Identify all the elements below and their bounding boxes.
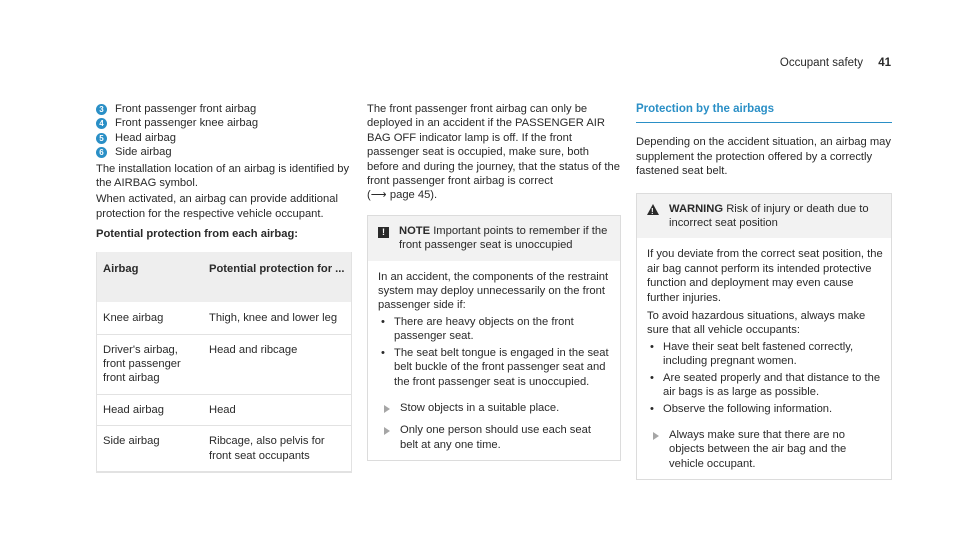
exclamation-icon: ! <box>378 227 389 238</box>
callout-text: Front passenger knee airbag <box>115 117 259 130</box>
warning-intro: If you deviate from the correct seat position, the air bag cannot perform its intended protective function and deployment may even cause further injuries. <box>647 248 883 304</box>
table-cell: Thigh, knee and lower leg <box>203 303 351 334</box>
warning-title-block <box>669 202 881 231</box>
warning-label: WARNING <box>669 202 724 215</box>
note-title-block <box>399 224 610 253</box>
paragraph-installation: The installation location of an airbag is identified by the AIRBAG symbol. <box>96 162 350 190</box>
paragraph-passenger-airbag <box>367 102 621 203</box>
warning-box <box>636 193 892 481</box>
note-bullet-list <box>378 315 612 389</box>
table-header-row <box>97 252 351 303</box>
page-number: 41 <box>878 57 891 69</box>
page-header <box>780 56 891 70</box>
action-text: Always make sure that there are no objects between the air bag and the vehicle occupant. <box>669 428 847 470</box>
protection-table <box>97 252 351 472</box>
column-left <box>96 102 352 473</box>
callout-text: Head airbag <box>115 131 176 144</box>
callout-number-badge: 4 <box>96 118 107 129</box>
table-cell: Head airbag <box>97 394 203 425</box>
note-body <box>368 261 620 460</box>
note-label: NOTE <box>399 224 431 237</box>
table-row <box>97 426 351 472</box>
note-box <box>367 215 621 461</box>
arrow-right-icon <box>384 427 390 435</box>
callout-item <box>96 131 352 145</box>
note-intro: In an accident, the components of the restraint system may deploy unnecessarily on the front passenger side if: <box>378 270 609 312</box>
list-item: • Are seated properly and that distance to the air bags is as large as possible. <box>647 371 883 400</box>
section-heading: Protection by the airbags <box>636 102 892 123</box>
warning-triangle-icon: ! <box>647 204 659 215</box>
callout-number-badge: 5 <box>96 133 107 144</box>
warning-body <box>637 238 891 479</box>
callout-number-badge: 3 <box>96 104 107 115</box>
table-header-airbag: Airbag <box>97 252 203 303</box>
warning-header <box>637 194 891 239</box>
table-cell: Driver's airbag, front passenger front airbag <box>97 334 203 394</box>
callout-text: Side airbag <box>115 146 172 159</box>
action-step <box>647 428 883 471</box>
action-step <box>378 401 612 415</box>
action-text: Stow objects in a suitable place. <box>400 401 560 414</box>
callout-item <box>96 116 352 130</box>
callout-item <box>96 102 352 116</box>
page-reference-link[interactable]: (⟶ page 45). <box>367 189 438 202</box>
note-header <box>368 216 620 261</box>
callout-text: Front passenger front airbag <box>115 103 257 115</box>
list-item: • Have their seat belt fastened correctly, including pregnant women. <box>647 340 883 369</box>
paragraph-protection: Depending on the accident situation, an airbag may supplement the protection offered by a correctly fastened seat belt. <box>636 136 891 178</box>
table-cell: Ribcage, also pelvis for front seat occupants <box>203 426 351 472</box>
table-row <box>97 334 351 394</box>
paragraph-activation: When activated, an airbag can provide additional protection for the respective vehicle occupant. <box>96 193 338 220</box>
note-title: Important points to remember if the front passenger seat is unoccupied <box>399 224 608 252</box>
warning-lead: To avoid hazardous situations, always make sure that all vehicle occupants: <box>647 310 866 337</box>
callout-item <box>96 145 352 159</box>
arrow-right-icon <box>384 405 390 413</box>
table-cell: Side airbag <box>97 426 203 472</box>
paragraph-text: The front passenger front airbag can only be deployed in an accident if the PASSENGER AIR BAG OFF indicator lamp is off. If the front passenger seat is occupied, make sure, both before and during the journey, that the status of the front passenger front airbag is correct <box>367 103 620 188</box>
action-step <box>378 423 612 452</box>
table-row <box>97 303 351 334</box>
table-cell: Head <box>203 394 351 425</box>
arrow-right-icon <box>653 432 659 440</box>
action-text: Only one person should use each seat belt at any one time. <box>400 424 591 451</box>
table-header-protection: Potential protection for ... <box>203 252 351 303</box>
table-cell: Head and ribcage <box>203 334 351 394</box>
warning-title: Risk of injury or death due to incorrect seat position <box>669 202 869 230</box>
warning-bullet-list <box>647 340 883 416</box>
table-row <box>97 394 351 425</box>
list-item: • Observe the following information. <box>647 402 883 416</box>
table-subheading: Potential protection from each airbag: <box>96 228 299 241</box>
column-right <box>636 102 892 480</box>
column-middle <box>367 102 621 461</box>
section-title: Occupant safety <box>779 57 863 69</box>
list-item: • The seat belt tongue is engaged in the seat belt buckle of the front passenger seat and the front passenger seat is unoccupied. <box>378 346 612 389</box>
callout-number-badge: 6 <box>96 147 107 158</box>
list-item: • There are heavy objects on the front passenger seat. <box>378 315 612 344</box>
table-cell: Knee airbag <box>97 303 203 334</box>
protection-table-wrapper <box>96 252 352 473</box>
